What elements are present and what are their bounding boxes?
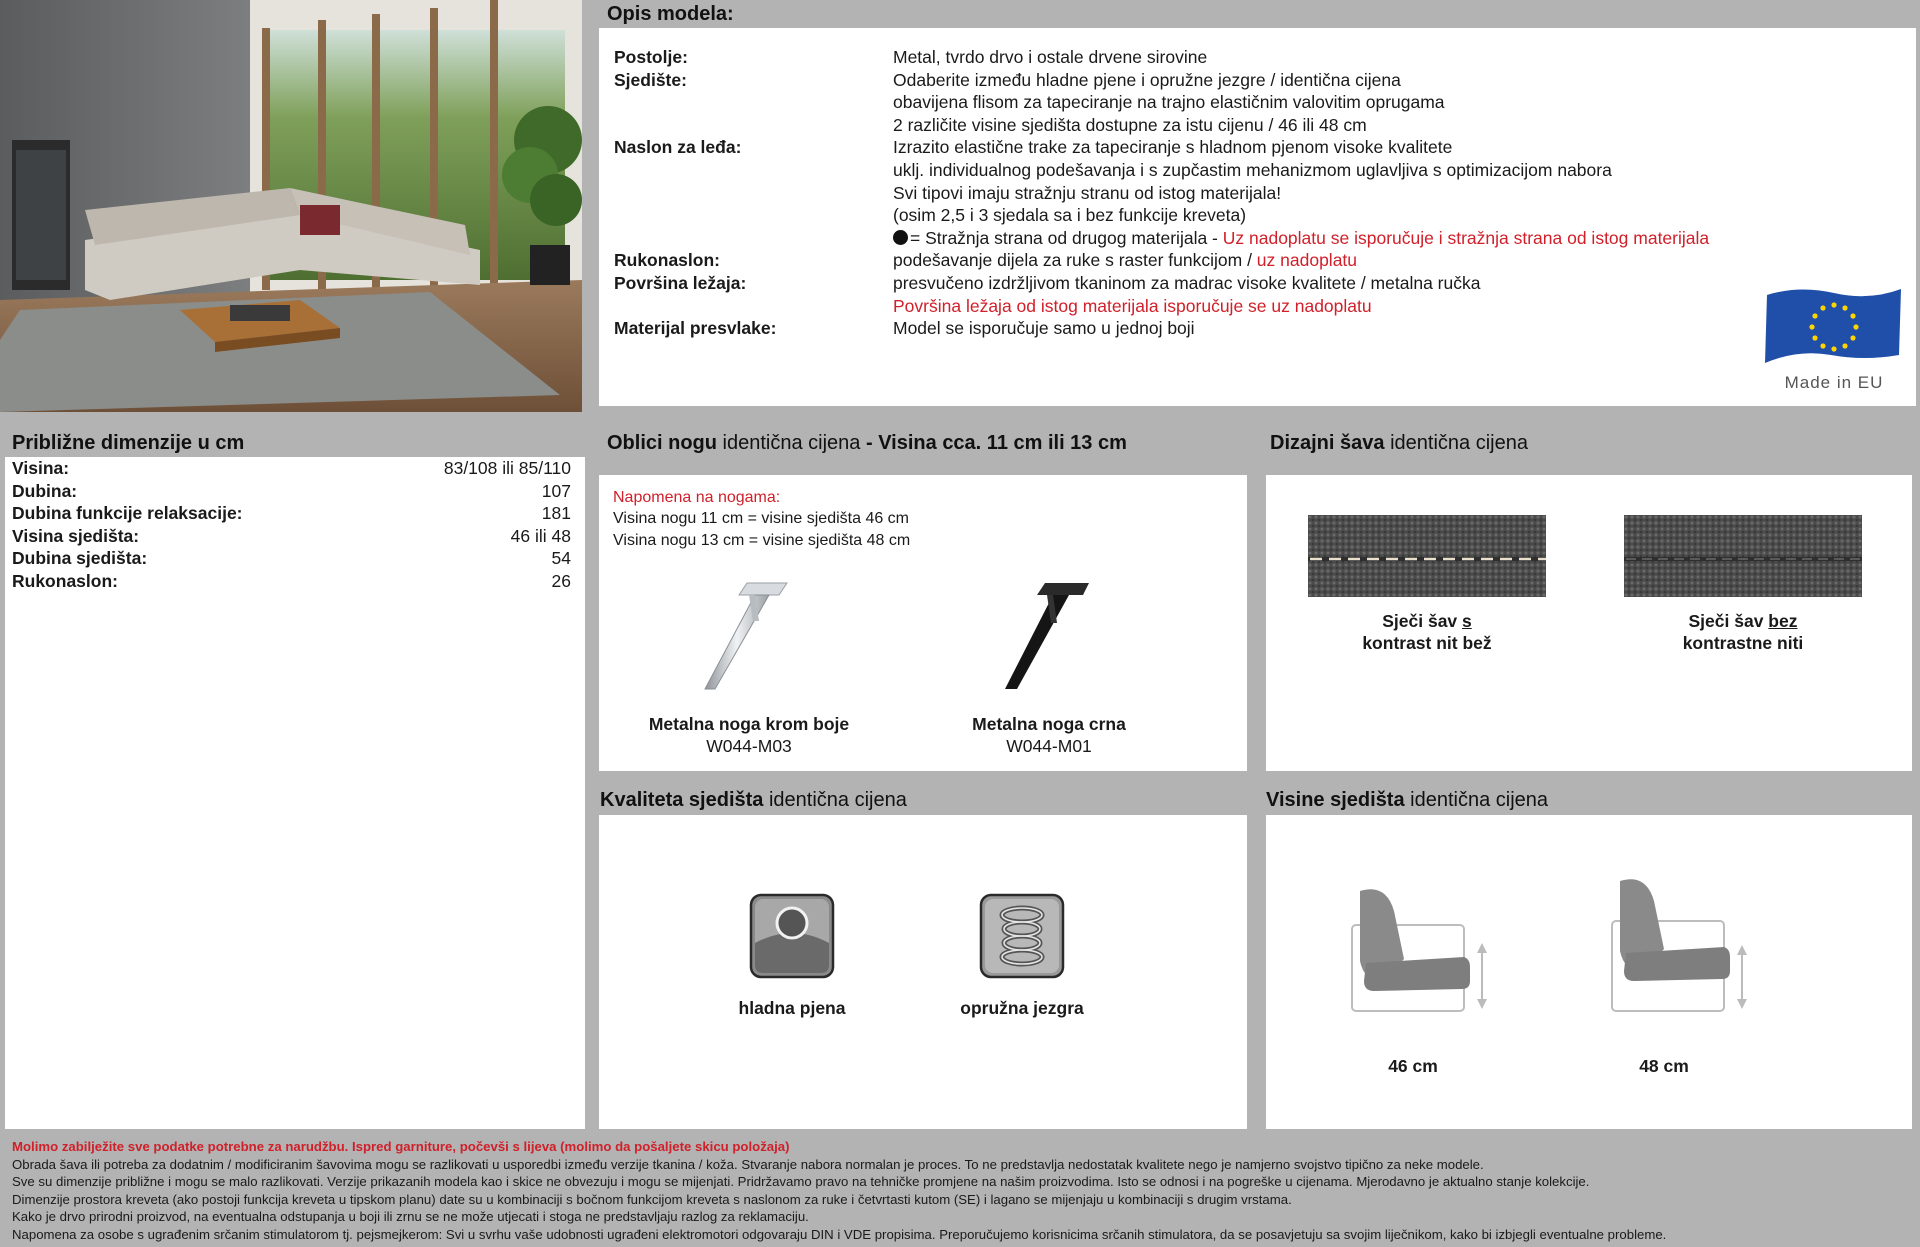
footer-line: Dimenzije prostora kreveta (ako postoji funkcija kreveta u tipskom planu) date su u kombinaciji s bočnom funkcijom kreveta s naslonom za ruke i četvrtasti kutom (SE) i lagano se mijenjaju u kombinaciji s drugim vrstama. <box>12 1191 1292 1207</box>
footer-line: Obrada šava ili potreba za dodatnim / modificiranim šavovima mogu se razlikovati u usporedbi između verzije tkanina / koža. Stvaranje nabora normalan je proces. To ne predstavlja nedostatak kvalitete nego je namjerno svojstvo tipično za neke modele. <box>12 1156 1484 1172</box>
dimensions-body <box>5 457 585 1129</box>
seam-caption-line1: Sječi šav <box>1382 611 1463 631</box>
dimension-value: 46 ili 48 <box>510 525 571 546</box>
seams-title-normal: identična cijena <box>1384 432 1528 454</box>
desc-value <box>893 317 1195 340</box>
desc-value: Izrazito elastične trake za tapeciranje s hladnom pjenom visoke kvalitete <box>893 137 1453 158</box>
desc-key: Postolje: <box>614 47 688 67</box>
desc-key: Rukonaslon: <box>614 250 720 271</box>
seat-heights-body <box>1266 815 1912 1129</box>
dimension-key: Dubina funkcije relaksacije: <box>12 503 243 523</box>
desc-key: Materijal presvlake: <box>614 318 777 339</box>
desc-backside-text: = Stražnja strana od drugog materijala - <box>910 227 1223 248</box>
desc-value: Odaberite između hladne pjene i opružne jezgre / identična cijena <box>893 69 1401 90</box>
footer-line: Sve su dimenzije približne i mogu se malo razlikovati. Verzije prikazanih modela kao i skice ne obvezuju i mogu se mijenjati. Pridržavamo pravo na tehničke promjene na našim proizvodima. Isto se odnosi i na pogreške u cijenama. Mjerodavno je aktualno stanje kolekcije. <box>12 1174 1590 1189</box>
footer-line: Kako je drvo prirodni proizvod, na eventualna odstupanja u boji ili zrnu se ne može utjecati i stoga ne predstavljaju razlog za reklamaciju. <box>12 1209 809 1224</box>
eu-flag-icon <box>1759 283 1909 373</box>
description-panel <box>593 0 1920 412</box>
seat-heights-title-normal: identična cijena <box>1404 789 1549 811</box>
desc-value: Metal, tvrdo drvo i ostale drvene sirovine <box>893 47 1208 67</box>
seam-caption-underlined: s <box>1462 611 1472 631</box>
seam-plain-swatch <box>1624 515 1862 597</box>
legs-title-normal: identična cijena <box>717 432 866 454</box>
legs-title-height: - Visina cca. 11 cm ili 13 cm <box>865 432 1127 454</box>
dimension-key: Visina sjedišta: <box>12 525 140 546</box>
seat-48-icon <box>1606 873 1756 1031</box>
leg-code: W044-M03 <box>706 736 792 756</box>
bullet-dot-icon <box>893 230 908 245</box>
desc-value <box>893 227 1709 250</box>
seat-height-label-46: 46 cm <box>1388 1056 1438 1076</box>
desc-value: obavijena flisom za tapeciranje na trajno elastičnim valovitim oprugama <box>893 92 1445 113</box>
spring-core-icon <box>979 893 1065 979</box>
seams-panel <box>1260 427 1920 777</box>
desc-value: (osim 2,5 i 3 sjedala sa i bez funkcije kreveta) <box>893 205 1247 226</box>
dimensions-title <box>0 428 590 458</box>
description-title <box>593 0 1920 28</box>
dimension-key: Visina: <box>12 458 70 478</box>
seam-caption-line1: Sječi šav <box>1688 611 1769 631</box>
quality-label-foam: hladna pjena <box>738 998 846 1018</box>
leg-code: W044-M01 <box>1006 736 1092 756</box>
desc-value-red: uz nadoplatu <box>1256 250 1358 271</box>
dimension-row <box>12 457 571 480</box>
seat-heights-panel <box>1260 785 1920 1135</box>
seams-body <box>1266 475 1912 771</box>
dimension-row <box>12 502 571 525</box>
desc-value-red: Površina ležaja od istog materijala isporučuje se uz nadoplatu <box>893 295 1372 316</box>
seam-caption-underlined: bez <box>1768 611 1798 631</box>
dimension-row <box>12 547 571 570</box>
seat-heights-title <box>1260 785 1920 815</box>
seat-quality-panel <box>593 785 1253 1135</box>
dimension-key: Dubina: <box>12 480 78 501</box>
seam-caption-contrast <box>1308 610 1546 654</box>
legs-panel <box>593 427 1253 777</box>
seams-title-bold: Dizajni šava <box>1270 432 1385 454</box>
dimension-row <box>12 570 571 593</box>
desc-value-text: Model se isporučuje samo u jednoj boji <box>893 318 1195 339</box>
desc-value: uklj. individualnog podešavanja i s zupčastim mehanizmom uglavljiva s optimizacijom nabora <box>893 160 1612 180</box>
desc-key: Sjedište: <box>614 69 687 90</box>
legs-body <box>599 475 1247 771</box>
seat-height-label-48: 48 cm <box>1639 1056 1689 1076</box>
made-in-eu-badge <box>1759 283 1909 401</box>
footer-order-note: Molimo zabilježite sve podatke potrebne za narudžbu. Ispred garniture, počevši s lijeva (molimo da pošaljete skicu položaja) <box>12 1139 790 1154</box>
leg-caption-chrome <box>599 713 899 757</box>
seat-quality-body <box>599 815 1247 1129</box>
dimension-value: 54 <box>551 548 571 568</box>
legs-note-title: Napomena na nogama: <box>613 489 781 506</box>
footer <box>0 1138 1920 1247</box>
legs-note-line1: Visina nogu 11 cm = visine sjedišta 46 cm <box>613 510 910 527</box>
legs-title-bold: Oblici nogu <box>607 432 717 454</box>
dimension-row <box>12 480 571 503</box>
dimension-value: 26 <box>551 570 571 591</box>
seat-quality-title-bold: Kvaliteta sjedišta <box>600 789 764 811</box>
desc-value-text: podešavanje dijela za ruke s raster funkcijom / <box>893 250 1257 271</box>
desc-value-text: presvučeno izdržljivom tkaninom za madrac visoke kvalitete / metalna ručka <box>893 273 1481 293</box>
chrome-leg-icon <box>689 581 809 696</box>
seam-caption-line2: kontrastne niti <box>1682 633 1804 653</box>
seat-46-icon <box>1346 881 1496 1031</box>
dimension-key: Rukonaslon: <box>12 570 118 591</box>
description-body <box>599 28 1916 406</box>
leg-name: Metalna noga krom boje <box>648 714 850 734</box>
dimensions-panel <box>0 427 590 1135</box>
desc-key: Naslon za leđa: <box>614 137 742 158</box>
dimension-row <box>12 525 571 548</box>
product-photo <box>0 0 582 412</box>
legs-note-line2: Visina nogu 13 cm = visine sjedišta 48 cm <box>613 532 911 549</box>
quality-label-spring: opružna jezgra <box>960 998 1084 1018</box>
desc-value <box>893 272 1480 295</box>
seam-caption-plain <box>1624 610 1862 654</box>
desc-value: 2 različite visine sjedišta dostupne za istu cijenu / 46 ili 48 cm <box>893 114 1367 135</box>
dimension-key: Dubina sjedišta: <box>12 548 148 568</box>
seam-caption-line2: kontrast nit bež <box>1362 633 1492 653</box>
seat-quality-title <box>593 785 1253 815</box>
dimension-value: 107 <box>541 480 571 501</box>
black-leg-icon <box>989 581 1109 696</box>
seat-quality-title-normal: identična cijena <box>763 789 907 811</box>
desc-backside-red-text: Uz nadoplatu se isporučuje i stražnja strana od istog materijala <box>1222 227 1710 248</box>
legs-title <box>593 428 1253 458</box>
description-title-text: Opis modela: <box>607 3 734 25</box>
dimension-value: 83/108 ili 85/110 <box>443 458 571 478</box>
dimensions-title-text: Približne dimenzije u cm <box>12 432 245 454</box>
desc-value <box>893 295 1372 318</box>
desc-key: Površina ležaja: <box>614 273 747 293</box>
dimension-value: 181 <box>541 503 571 523</box>
seam-contrast-swatch <box>1308 515 1546 597</box>
desc-value <box>893 249 1357 272</box>
footer-line: Napomena za osobe s ugrađenim srčanim stimulatorom tj. pejsmejkerom: Svi u svrhu vaše udobnosti ugrađeni elektromotori odgovaraju DIN i VDE propisima. Preporučujemo korisnicima srčanih stimulatora, da se posavjetuju sa svojim liječnikom, kako bi izbjegli eventualne probleme. <box>12 1226 1667 1242</box>
cold-foam-icon <box>749 893 835 979</box>
leg-name: Metalna noga crna <box>972 714 1126 734</box>
seams-title <box>1260 428 1920 458</box>
made-in-eu-label: Made in EU <box>1784 373 1884 392</box>
seat-heights-title-bold: Visine sjedišta <box>1266 789 1405 811</box>
living-room-image <box>0 0 582 412</box>
leg-caption-black <box>899 713 1199 757</box>
desc-value: Svi tipovi imaju stražnju stranu od istog materijala! <box>893 182 1282 203</box>
